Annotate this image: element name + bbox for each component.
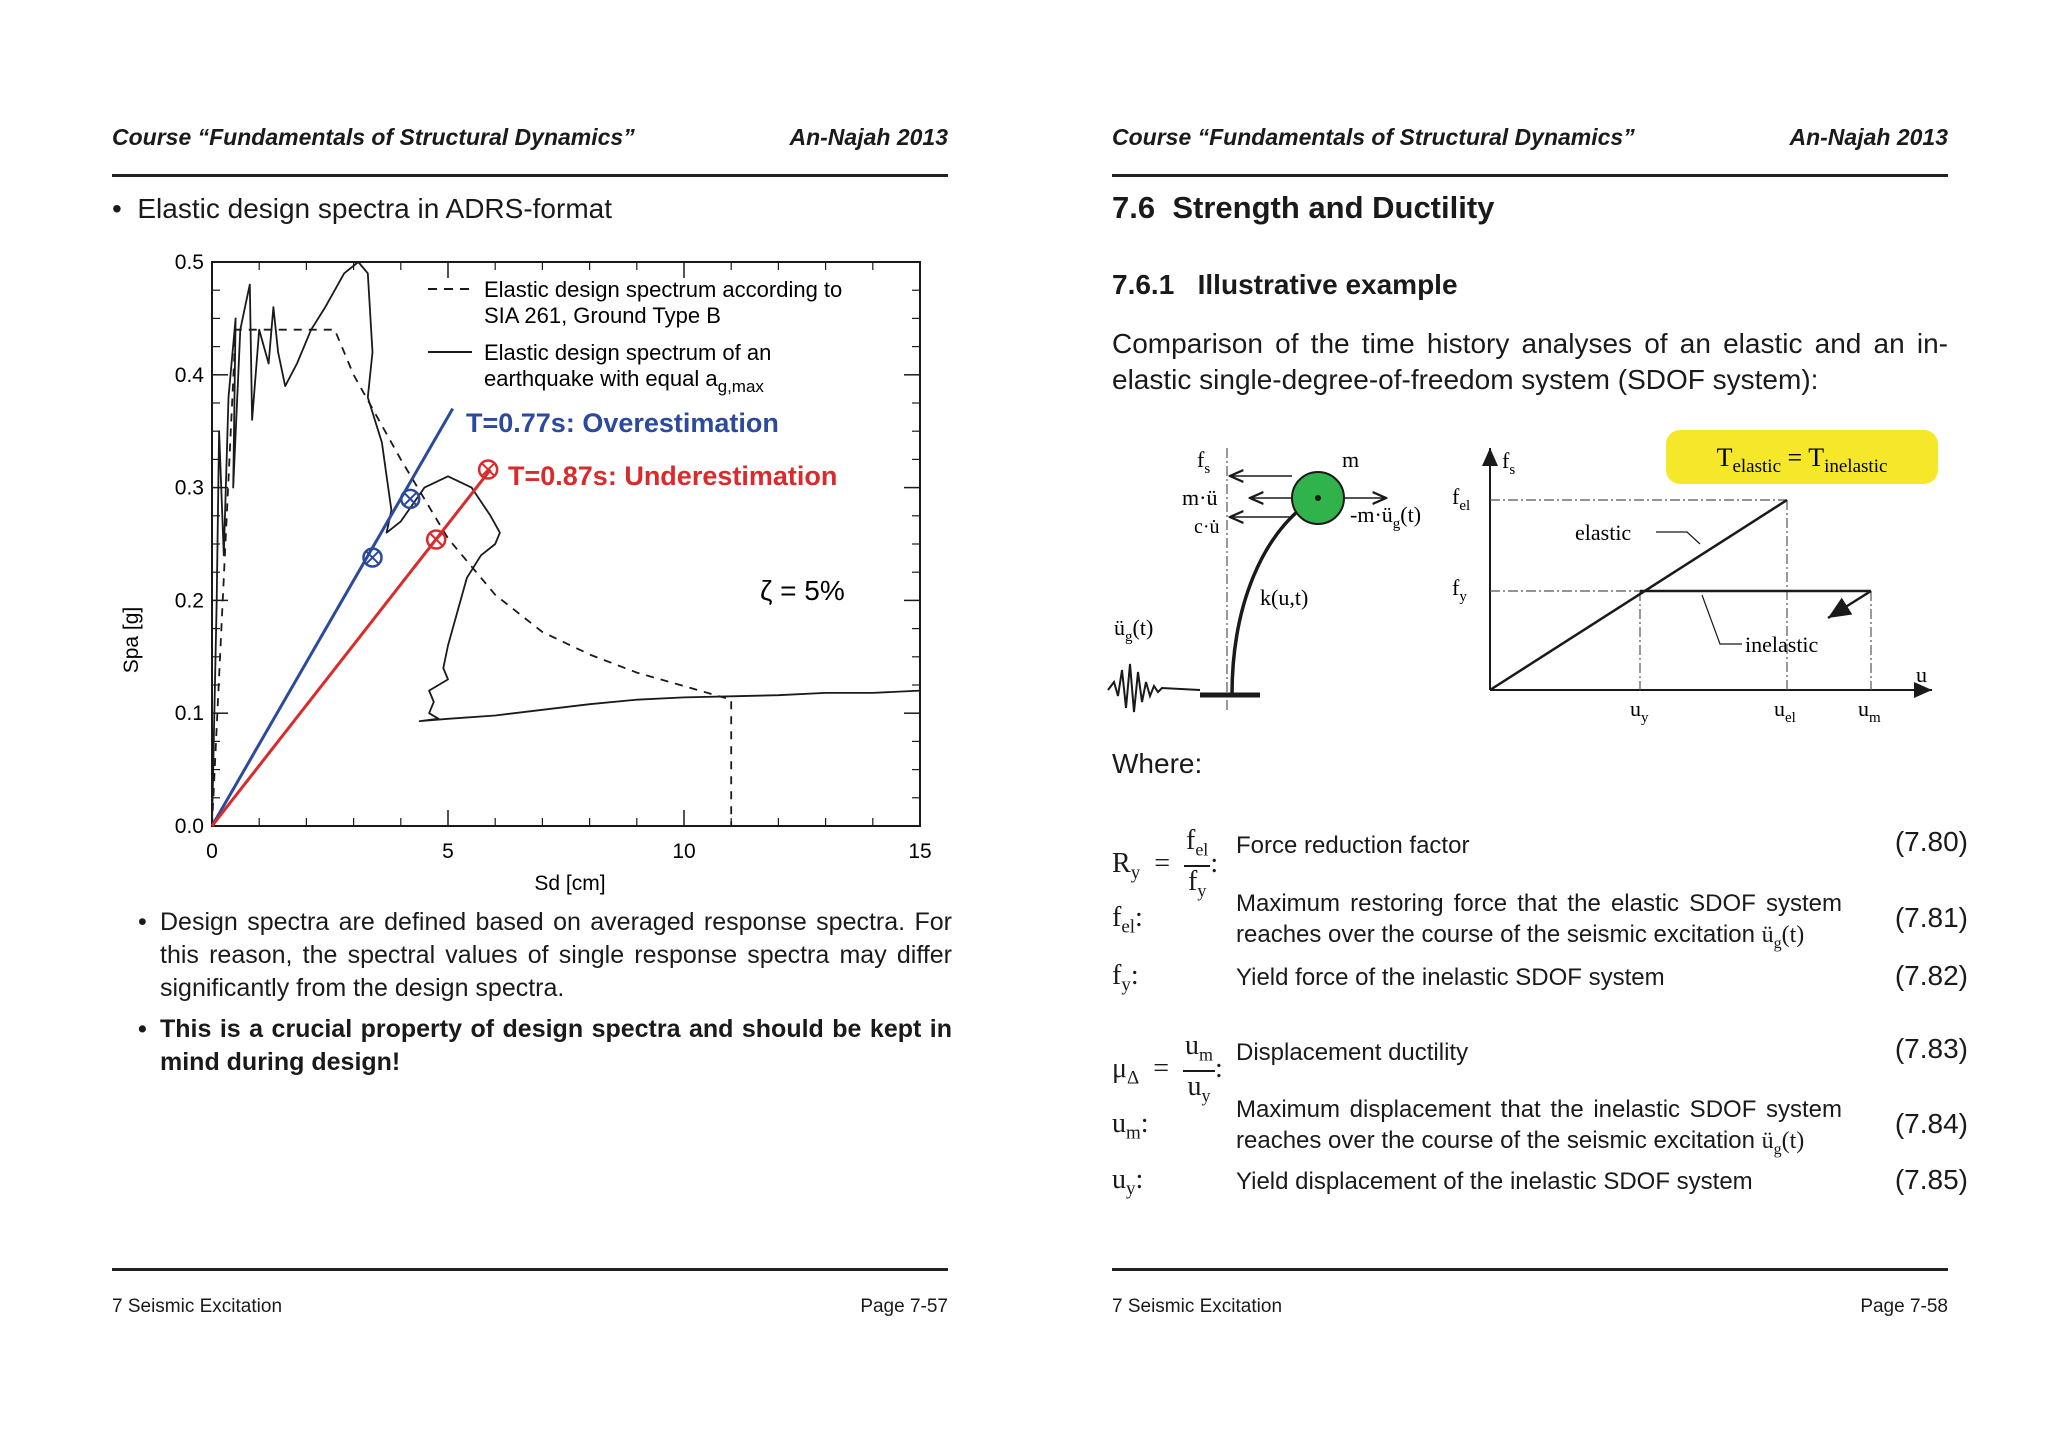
subsection-title: Illustrative example	[1197, 269, 1458, 300]
header-rule	[1112, 174, 1948, 177]
x-tick-label: 10	[672, 840, 696, 863]
um-label: $u_m$	[1858, 696, 1881, 726]
bullet-heading	[112, 193, 612, 225]
definition-row	[1112, 1094, 1968, 1160]
label-m: m	[1342, 447, 1360, 472]
x-tick-label: 0	[206, 840, 218, 863]
y-tick-label: 0.1	[174, 702, 204, 726]
y-tick-label: 0.3	[174, 476, 204, 500]
overestimation-line	[212, 409, 453, 826]
equation-number: (7.80)	[1894, 826, 1968, 857]
page-header	[1112, 124, 1948, 150]
label-fs: $f_s$	[1197, 447, 1211, 477]
sia-design-spectrum-line	[212, 330, 731, 826]
definition-symbol: $f_{el}$:	[1112, 902, 1143, 938]
label-inelastic: inelastic	[1745, 632, 1819, 657]
definition-row	[1112, 800, 1968, 901]
section-heading	[1112, 190, 1494, 226]
header-year: An-Najah 2013	[789, 124, 948, 150]
definition-symbol: $u_y$:	[1112, 1164, 1144, 1200]
definition-text: Displacement ductility	[1236, 1039, 1469, 1066]
footer-rule	[1112, 1268, 1948, 1271]
bullet-text: Design spectra are defined based on averaged response spectra. For this reason, the spectral values of single response spectra may differ significantly from the design spectra.	[160, 908, 952, 1002]
annotation-overestimation: T=0.77s: Overestimation	[466, 408, 779, 438]
equation-number: (7.85)	[1894, 1164, 1968, 1195]
header-rule	[112, 174, 948, 177]
course-title: Course “Fundamentals of Structural Dynamics”	[112, 124, 635, 150]
definition-text: Maximum restoring force that the elastic SDOF system reaches over the course of the seismic excitation $ü_g(t)$	[1236, 890, 1842, 952]
definition-symbol: $R_y$ = $\frac{f_{el}}{f_y}$ :	[1112, 826, 1218, 905]
legend-solid-line2: earthquake with equal $a_{g,max}$	[484, 366, 764, 396]
x-axis-label: Sd [cm]	[534, 872, 606, 895]
label-k: k(u,t)	[1260, 585, 1309, 610]
bullet-icon: •	[138, 908, 147, 936]
bullet-item	[138, 906, 952, 1005]
label-ug: $ü_g(t)$	[1114, 615, 1154, 645]
x-tick-label: 5	[442, 840, 454, 863]
x-tick-label: 15	[908, 840, 932, 863]
y-tick-label: 0.5	[174, 251, 204, 274]
footer-chapter: 7 Seismic Excitation	[1112, 1296, 1283, 1317]
definition-text: Force reduction factor	[1236, 832, 1470, 859]
label-cu: c·u̇	[1194, 516, 1220, 538]
y-tick-label: 0.0	[174, 815, 204, 838]
legend-dashed-line2: SIA 261, Ground Type B	[484, 303, 721, 328]
right-page	[1090, 0, 2048, 1448]
y-tick-label: 0.2	[174, 589, 204, 613]
annotation-underestimation: T=0.87s: Underestimation	[508, 461, 838, 491]
label-mug: $-m\cdot ü_g(t)$	[1350, 502, 1422, 532]
fraction: $\frac{f_{el}}{f_y}$	[1185, 825, 1209, 901]
oscillator-sketch	[1108, 447, 1421, 712]
underestimation-line	[212, 470, 491, 826]
subsection-heading	[1112, 269, 1458, 301]
course-title: Course “Fundamentals of Structural Dynamics”	[1112, 124, 1635, 150]
period-equality-badge	[1666, 430, 1938, 484]
equation-number: (7.81)	[1894, 902, 1968, 933]
bullet-item-bold	[138, 1013, 952, 1079]
ground-motion-icon	[1108, 664, 1200, 712]
subsection-number: 7.6.1	[1112, 269, 1175, 300]
label-elastic: elastic	[1575, 520, 1632, 545]
definition-text: Yield force of the inelastic SDOF system	[1236, 964, 1665, 991]
definition-row	[1112, 1005, 1968, 1106]
elastic-line	[1490, 500, 1787, 690]
adrs-chart	[100, 250, 960, 900]
bullet-icon: •	[138, 1015, 147, 1043]
page-header	[112, 124, 948, 150]
y-tick-label: 0.4	[174, 363, 204, 387]
footer-page-number: Page 7-58	[1860, 1296, 1948, 1317]
intro-paragraph: Comparison of the time history analyses of an elastic and an in-elastic single-degree-of-freedom system (SDOF system):	[1112, 328, 1948, 395]
bullet-text: This is a crucial property of design spectra and should be kept in mind during design!	[160, 1015, 952, 1076]
damping-label: ζ = 5%	[760, 575, 845, 606]
section-title: Strength and Ductility	[1172, 190, 1495, 225]
fel-label: $f_{el}$	[1452, 484, 1471, 514]
uel-label: $u_{el}$	[1774, 696, 1796, 726]
equation-number: (7.82)	[1894, 960, 1968, 991]
footer-chapter: 7 Seismic Excitation	[112, 1296, 283, 1317]
sdof-figure	[1090, 420, 1970, 740]
definition-row	[1112, 960, 1968, 1000]
badge-text: $T_{elastic} = T_{inelastic}$	[1716, 443, 1888, 477]
definition-row	[1112, 1164, 1968, 1204]
footer-page-number: Page 7-57	[860, 1296, 948, 1317]
legend-dashed-line1: Elastic design spectrum according to	[484, 277, 843, 302]
definition-symbol: $\mu_\Delta$ = $\frac{u_m}{u_y}$ :	[1112, 1031, 1223, 1110]
unloading-arrow	[1828, 591, 1871, 618]
header-year: An-Najah 2013	[1789, 124, 1948, 150]
footer-rule	[112, 1268, 948, 1271]
left-page	[90, 0, 1090, 1448]
uy-label: $u_y$	[1630, 696, 1649, 726]
label-mu: m·ü	[1182, 485, 1218, 510]
chart-markers	[363, 461, 497, 567]
inelastic-leader	[1702, 595, 1742, 644]
force-deformation-diagram	[1452, 448, 1932, 726]
axis-fs-label: $f_s$	[1502, 448, 1516, 478]
equation-number: (7.83)	[1894, 1033, 1968, 1064]
definition-text: Yield displacement of the inelastic SDOF system	[1236, 1168, 1753, 1195]
u-axis-label: u	[1916, 662, 1927, 687]
definition-row	[1112, 888, 1968, 954]
legend-solid-line1: Elastic design spectrum of an	[484, 340, 772, 365]
definition-symbol: $f_y$:	[1112, 960, 1139, 996]
elastic-leader	[1656, 532, 1700, 544]
definition-symbol: $u_m$:	[1112, 1108, 1149, 1144]
bullet-icon: •	[112, 193, 138, 224]
equation-number: (7.84)	[1894, 1108, 1968, 1139]
definition-text: Maximum displacement that the inelastic SDOF system reaches over the course of the seismic excitation $ü_g(t)$	[1236, 1096, 1842, 1158]
where-label: Where:	[1112, 748, 1203, 779]
mass-center-icon	[1315, 495, 1321, 501]
fy-label: $f_y$	[1452, 575, 1467, 605]
chart-legend	[428, 277, 842, 396]
fraction: $\frac{u_m}{u_y}$	[1185, 1030, 1214, 1106]
y-axis-label: Spa [g]	[120, 606, 143, 674]
bullet-heading-text: Elastic design spectra in ADRS-format	[137, 193, 613, 224]
section-number: 7.6	[1112, 190, 1156, 225]
